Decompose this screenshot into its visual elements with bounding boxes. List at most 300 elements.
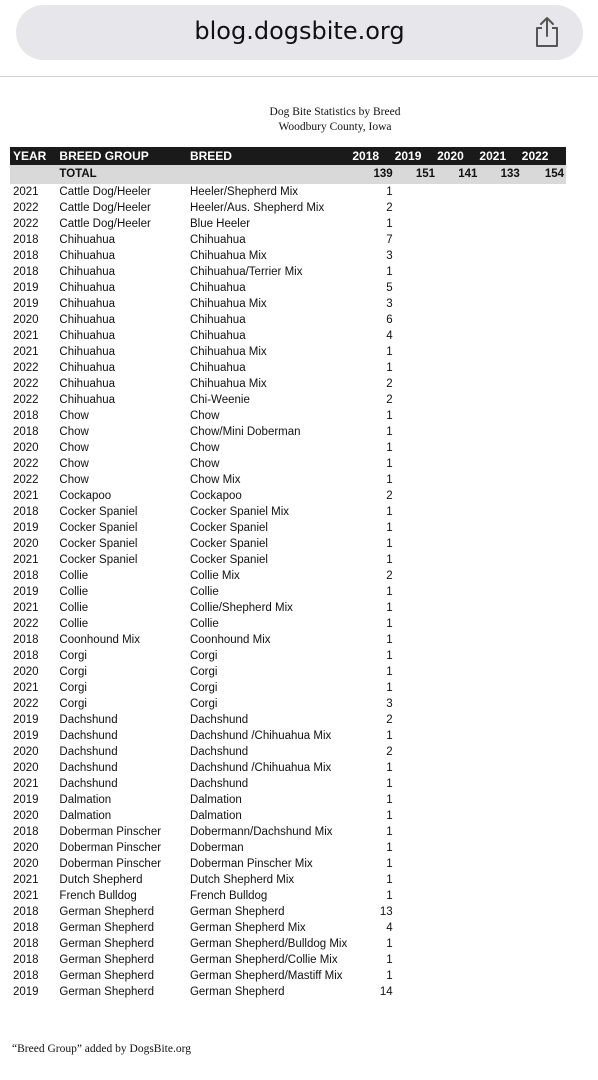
row-year: 2021	[13, 874, 39, 886]
row-count-2022	[522, 632, 566, 648]
row-breed: Collie	[189, 586, 219, 598]
row-count-2021	[479, 984, 521, 1000]
row-count-2020	[437, 264, 479, 280]
row-count-2022	[522, 408, 566, 424]
row-count-2019	[395, 360, 437, 376]
row-year: 2022	[13, 394, 39, 406]
row-breed: French Bulldog	[189, 890, 268, 902]
row-year: 2019	[13, 986, 39, 998]
row-count-2020	[437, 696, 479, 712]
row-year: 2018	[13, 970, 39, 982]
row-count-2021	[479, 952, 521, 968]
row-count-2021	[479, 488, 521, 504]
row-count-2020	[437, 952, 479, 968]
row-count-2022	[522, 344, 566, 360]
row-count-2019	[395, 264, 437, 280]
row-count-2022	[522, 488, 566, 504]
footnote: “Breed Group” added by DogsBite.org	[12, 1043, 191, 1055]
row-count-2019	[395, 472, 437, 488]
row-count-2022	[522, 872, 566, 888]
table-row	[10, 840, 566, 856]
row-count-2021	[479, 200, 521, 216]
row-year: 2020	[13, 810, 39, 822]
table-row	[10, 200, 566, 216]
row-year: 2022	[13, 218, 39, 230]
table-row	[10, 648, 566, 664]
row-year: 2018	[13, 650, 39, 662]
table-row	[10, 504, 566, 520]
row-count-2021	[479, 424, 521, 440]
row-count-2018: 2	[386, 490, 393, 502]
row-count-2019	[395, 312, 437, 328]
row-year: 2021	[13, 890, 39, 902]
table-row	[10, 440, 566, 456]
table-row	[10, 536, 566, 552]
toolbar-divider	[0, 76, 598, 77]
header-breed-group: BREED GROUP	[59, 147, 190, 165]
row-breed: Doberman Pinscher Mix	[189, 858, 313, 870]
row-breed-group: Corgi	[59, 682, 87, 694]
row-count-2022	[522, 360, 566, 376]
row-count-2020	[437, 472, 479, 488]
row-count-2019	[395, 536, 437, 552]
row-count-2020	[437, 984, 479, 1000]
row-count-2018: 2	[386, 714, 393, 726]
row-count-2019	[395, 392, 437, 408]
row-breed-group: Collie	[59, 586, 89, 598]
row-count-2021	[479, 696, 521, 712]
row-breed: German Shepherd	[189, 986, 285, 998]
row-count-2020	[437, 520, 479, 536]
row-count-2018: 2	[386, 378, 393, 390]
row-count-2018: 3	[386, 698, 393, 710]
row-count-2020	[437, 200, 479, 216]
row-breed: German Shepherd	[189, 906, 285, 918]
row-count-2020	[437, 392, 479, 408]
row-count-2020	[437, 776, 479, 792]
row-count-2019	[395, 232, 437, 248]
row-year: 2022	[13, 618, 39, 630]
row-count-2020	[437, 536, 479, 552]
row-count-2018: 3	[386, 250, 393, 262]
table-row	[10, 552, 566, 568]
row-count-2019	[395, 568, 437, 584]
row-count-2020	[437, 904, 479, 920]
row-breed: Cocker Spaniel Mix	[189, 506, 290, 518]
table-row	[10, 904, 566, 920]
row-count-2019	[395, 744, 437, 760]
row-breed-group: Cocker Spaniel	[59, 506, 138, 518]
row-breed: Chihuahua Mix	[189, 346, 267, 358]
table-row	[10, 872, 566, 888]
row-count-2022	[522, 888, 566, 904]
table-row	[10, 376, 566, 392]
row-count-2019	[395, 408, 437, 424]
row-breed-group: Cockapoo	[59, 490, 112, 502]
table-row	[10, 584, 566, 600]
row-breed-group: Cattle Dog/Heeler	[59, 218, 151, 230]
row-count-2018: 1	[386, 538, 393, 550]
table-row	[10, 712, 566, 728]
address-bar[interactable]	[16, 5, 583, 60]
row-breed-group: Chow	[59, 442, 89, 454]
row-count-2020	[437, 296, 479, 312]
row-breed: German Shepherd/Bulldog Mix	[189, 938, 348, 950]
row-breed: Chihuahua	[189, 282, 246, 294]
row-count-2021	[479, 504, 521, 520]
table-row	[10, 984, 566, 1000]
row-breed: Dobermann/Dachshund Mix	[189, 826, 333, 838]
row-year: 2021	[13, 602, 39, 614]
row-breed-group: Dutch Shepherd	[59, 874, 143, 886]
row-count-2022	[522, 824, 566, 840]
table-row	[10, 280, 566, 296]
row-breed: Dalmation	[189, 794, 242, 806]
row-count-2021	[479, 264, 521, 280]
row-breed: Chow	[189, 458, 220, 470]
row-count-2019	[395, 664, 437, 680]
table-header-row	[10, 147, 566, 165]
row-breed: Corgi	[189, 698, 218, 710]
row-count-2020	[437, 440, 479, 456]
row-count-2022	[522, 904, 566, 920]
row-breed-group: Cocker Spaniel	[59, 522, 138, 534]
row-count-2021	[479, 568, 521, 584]
table-row	[10, 808, 566, 824]
row-count-2019	[395, 424, 437, 440]
row-count-2018: 1	[386, 650, 393, 662]
row-count-2018: 1	[386, 218, 393, 230]
row-count-2021	[479, 680, 521, 696]
row-count-2021	[479, 712, 521, 728]
row-count-2020	[437, 552, 479, 568]
total-2019: 151	[395, 165, 437, 184]
row-count-2022	[522, 184, 566, 200]
row-breed: Chihuahua	[189, 234, 246, 246]
table-row	[10, 344, 566, 360]
row-breed-group: German Shepherd	[59, 938, 155, 950]
row-count-2021	[479, 248, 521, 264]
row-count-2018: 1	[386, 970, 393, 982]
row-count-2020	[437, 600, 479, 616]
row-count-2020	[437, 456, 479, 472]
row-count-2018: 3	[386, 298, 393, 310]
row-count-2022	[522, 776, 566, 792]
row-count-2019	[395, 344, 437, 360]
row-count-2018: 1	[386, 858, 393, 870]
row-breed-group: Dalmation	[59, 810, 112, 822]
row-count-2018: 1	[386, 762, 393, 774]
row-count-2019	[395, 888, 437, 904]
row-breed: Dalmation	[189, 810, 242, 822]
row-year: 2019	[13, 522, 39, 534]
row-count-2019	[395, 984, 437, 1000]
row-count-2019	[395, 504, 437, 520]
row-count-2020	[437, 824, 479, 840]
row-breed-group: Corgi	[59, 666, 87, 678]
row-year: 2018	[13, 410, 39, 422]
row-count-2020	[437, 840, 479, 856]
row-count-2021	[479, 584, 521, 600]
row-year: 2020	[13, 746, 39, 758]
breed-statistics-table	[10, 147, 566, 1000]
row-year: 2019	[13, 586, 39, 598]
row-breed-group: Chihuahua	[59, 282, 116, 294]
row-count-2019	[395, 520, 437, 536]
header-2018: 2018	[352, 147, 394, 165]
row-count-2019	[395, 248, 437, 264]
row-breed: Blue Heeler	[189, 218, 251, 230]
row-count-2022	[522, 312, 566, 328]
row-year: 2018	[13, 426, 39, 438]
row-breed: German Shepherd/Mastiff Mix	[189, 970, 343, 982]
row-count-2020	[437, 792, 479, 808]
row-count-2022	[522, 248, 566, 264]
row-breed-group: Doberman Pinscher	[59, 826, 162, 838]
row-breed: Chihuahua Mix	[189, 250, 267, 262]
row-breed-group: Collie	[59, 618, 89, 630]
row-year: 2022	[13, 458, 39, 470]
total-row	[10, 165, 566, 184]
row-count-2019	[395, 968, 437, 984]
row-count-2021	[479, 840, 521, 856]
table-row	[10, 328, 566, 344]
row-count-2018: 1	[386, 346, 393, 358]
row-count-2019	[395, 616, 437, 632]
row-year: 2021	[13, 778, 39, 790]
row-count-2020	[437, 424, 479, 440]
row-count-2018: 1	[386, 362, 393, 374]
row-count-2021	[479, 328, 521, 344]
row-year: 2022	[13, 698, 39, 710]
table-row	[10, 216, 566, 232]
total-2021: 133	[479, 165, 521, 184]
row-breed-group: German Shepherd	[59, 970, 155, 982]
row-count-2018: 4	[386, 330, 393, 342]
row-count-2018: 2	[386, 394, 393, 406]
row-count-2021	[479, 600, 521, 616]
row-breed-group: Corgi	[59, 650, 87, 662]
row-count-2022	[522, 200, 566, 216]
row-count-2021	[479, 648, 521, 664]
row-count-2018: 1	[386, 458, 393, 470]
row-breed-group: Chow	[59, 458, 89, 470]
row-count-2020	[437, 232, 479, 248]
row-count-2022	[522, 568, 566, 584]
row-year: 2019	[13, 282, 39, 294]
row-count-2022	[522, 760, 566, 776]
table-row	[10, 920, 566, 936]
row-count-2021	[479, 808, 521, 824]
row-breed-group: Cocker Spaniel	[59, 554, 138, 566]
row-count-2018: 1	[386, 794, 393, 806]
row-count-2020	[437, 632, 479, 648]
row-breed-group: German Shepherd	[59, 954, 155, 966]
row-count-2022	[522, 600, 566, 616]
row-count-2021	[479, 616, 521, 632]
row-count-2021	[479, 904, 521, 920]
row-count-2020	[437, 856, 479, 872]
row-breed-group: Chihuahua	[59, 330, 116, 342]
row-count-2019	[395, 776, 437, 792]
row-year: 2020	[13, 858, 39, 870]
table-row	[10, 424, 566, 440]
row-breed-group: Cattle Dog/Heeler	[59, 186, 151, 198]
row-count-2021	[479, 456, 521, 472]
row-count-2022	[522, 808, 566, 824]
row-count-2018: 1	[386, 586, 393, 598]
share-icon[interactable]	[533, 16, 561, 48]
row-count-2019	[395, 440, 437, 456]
row-count-2022	[522, 728, 566, 744]
row-year: 2019	[13, 730, 39, 742]
table-row	[10, 520, 566, 536]
url-text: blog.dogsbite.org	[194, 17, 405, 45]
row-breed-group: Chihuahua	[59, 266, 116, 278]
row-breed-group: Dachshund	[59, 746, 118, 758]
row-breed: Chow	[189, 442, 220, 454]
row-count-2020	[437, 408, 479, 424]
row-year: 2021	[13, 186, 39, 198]
table-row	[10, 616, 566, 632]
row-count-2022	[522, 280, 566, 296]
row-count-2021	[479, 440, 521, 456]
table-row	[10, 888, 566, 904]
row-year: 2018	[13, 938, 39, 950]
document-subtitle: Woodbury County, Iowa	[278, 121, 392, 133]
table-row	[10, 968, 566, 984]
row-breed-group: Chihuahua	[59, 362, 116, 374]
row-count-2018: 2	[386, 746, 393, 758]
row-count-2021	[479, 296, 521, 312]
row-count-2019	[395, 216, 437, 232]
row-count-2022	[522, 920, 566, 936]
row-count-2019	[395, 904, 437, 920]
row-count-2019	[395, 632, 437, 648]
row-count-2019	[395, 488, 437, 504]
row-count-2021	[479, 472, 521, 488]
row-count-2021	[479, 216, 521, 232]
row-count-2019	[395, 648, 437, 664]
row-count-2018: 1	[386, 618, 393, 630]
row-breed-group: Dalmation	[59, 794, 112, 806]
row-count-2019	[395, 696, 437, 712]
table-row	[10, 952, 566, 968]
row-count-2019	[395, 456, 437, 472]
row-count-2020	[437, 616, 479, 632]
row-count-2021	[479, 536, 521, 552]
table-row	[10, 456, 566, 472]
table-row	[10, 824, 566, 840]
row-count-2021	[479, 632, 521, 648]
row-count-2022	[522, 424, 566, 440]
row-breed: Cocker Spaniel	[189, 554, 268, 566]
row-count-2022	[522, 232, 566, 248]
row-count-2018: 1	[386, 778, 393, 790]
row-count-2020	[437, 328, 479, 344]
table-row	[10, 696, 566, 712]
row-year: 2022	[13, 474, 39, 486]
row-count-2018: 1	[386, 682, 393, 694]
row-count-2021	[479, 760, 521, 776]
row-breed: Chow/Mini Doberman	[189, 426, 301, 438]
row-count-2018: 1	[386, 602, 393, 614]
table-row	[10, 792, 566, 808]
table-row	[10, 856, 566, 872]
row-count-2022	[522, 472, 566, 488]
row-count-2019	[395, 552, 437, 568]
row-breed-group: Chow	[59, 474, 89, 486]
row-count-2020	[437, 888, 479, 904]
row-breed: Heeler/Aus. Shepherd Mix	[189, 202, 325, 214]
total-spacer	[190, 165, 352, 184]
row-count-2022	[522, 648, 566, 664]
header-2020: 2020	[437, 147, 479, 165]
row-count-2021	[479, 552, 521, 568]
row-count-2021	[479, 520, 521, 536]
row-count-2021	[479, 792, 521, 808]
row-count-2018: 1	[386, 266, 393, 278]
row-count-2020	[437, 920, 479, 936]
row-count-2022	[522, 712, 566, 728]
row-count-2020	[437, 728, 479, 744]
row-count-2022	[522, 440, 566, 456]
row-count-2022	[522, 936, 566, 952]
row-year: 2018	[13, 906, 39, 918]
row-breed-group: Corgi	[59, 698, 87, 710]
row-count-2021	[479, 376, 521, 392]
row-count-2022	[522, 744, 566, 760]
row-breed: Cocker Spaniel	[189, 522, 268, 534]
row-breed: Dachshund	[189, 778, 249, 790]
row-breed-group: German Shepherd	[59, 922, 155, 934]
row-count-2018: 4	[386, 922, 393, 934]
row-breed-group: Cocker Spaniel	[59, 538, 138, 550]
row-breed: Dachshund /Chihuahua Mix	[189, 730, 332, 742]
table-row	[10, 936, 566, 952]
row-count-2018: 1	[386, 826, 393, 838]
row-breed-group: French Bulldog	[59, 890, 137, 902]
row-year: 2018	[13, 826, 39, 838]
row-count-2018: 1	[386, 634, 393, 646]
row-count-2021	[479, 184, 521, 200]
row-breed: Cockapoo	[189, 490, 242, 502]
row-count-2020	[437, 344, 479, 360]
row-count-2019	[395, 920, 437, 936]
row-count-2020	[437, 648, 479, 664]
row-count-2020	[437, 968, 479, 984]
row-count-2021	[479, 664, 521, 680]
row-year: 2019	[13, 298, 39, 310]
row-count-2022	[522, 376, 566, 392]
row-breed-group: Chihuahua	[59, 234, 116, 246]
row-count-2018: 1	[386, 186, 393, 198]
row-count-2020	[437, 584, 479, 600]
row-year: 2022	[13, 378, 39, 390]
row-count-2018: 1	[386, 426, 393, 438]
row-count-2020	[437, 760, 479, 776]
row-count-2019	[395, 600, 437, 616]
row-count-2022	[522, 696, 566, 712]
table-row	[10, 600, 566, 616]
row-count-2018: 1	[386, 666, 393, 678]
row-count-2021	[479, 728, 521, 744]
row-count-2022	[522, 984, 566, 1000]
row-count-2020	[437, 280, 479, 296]
row-count-2020	[437, 376, 479, 392]
table-row	[10, 728, 566, 744]
row-count-2019	[395, 680, 437, 696]
